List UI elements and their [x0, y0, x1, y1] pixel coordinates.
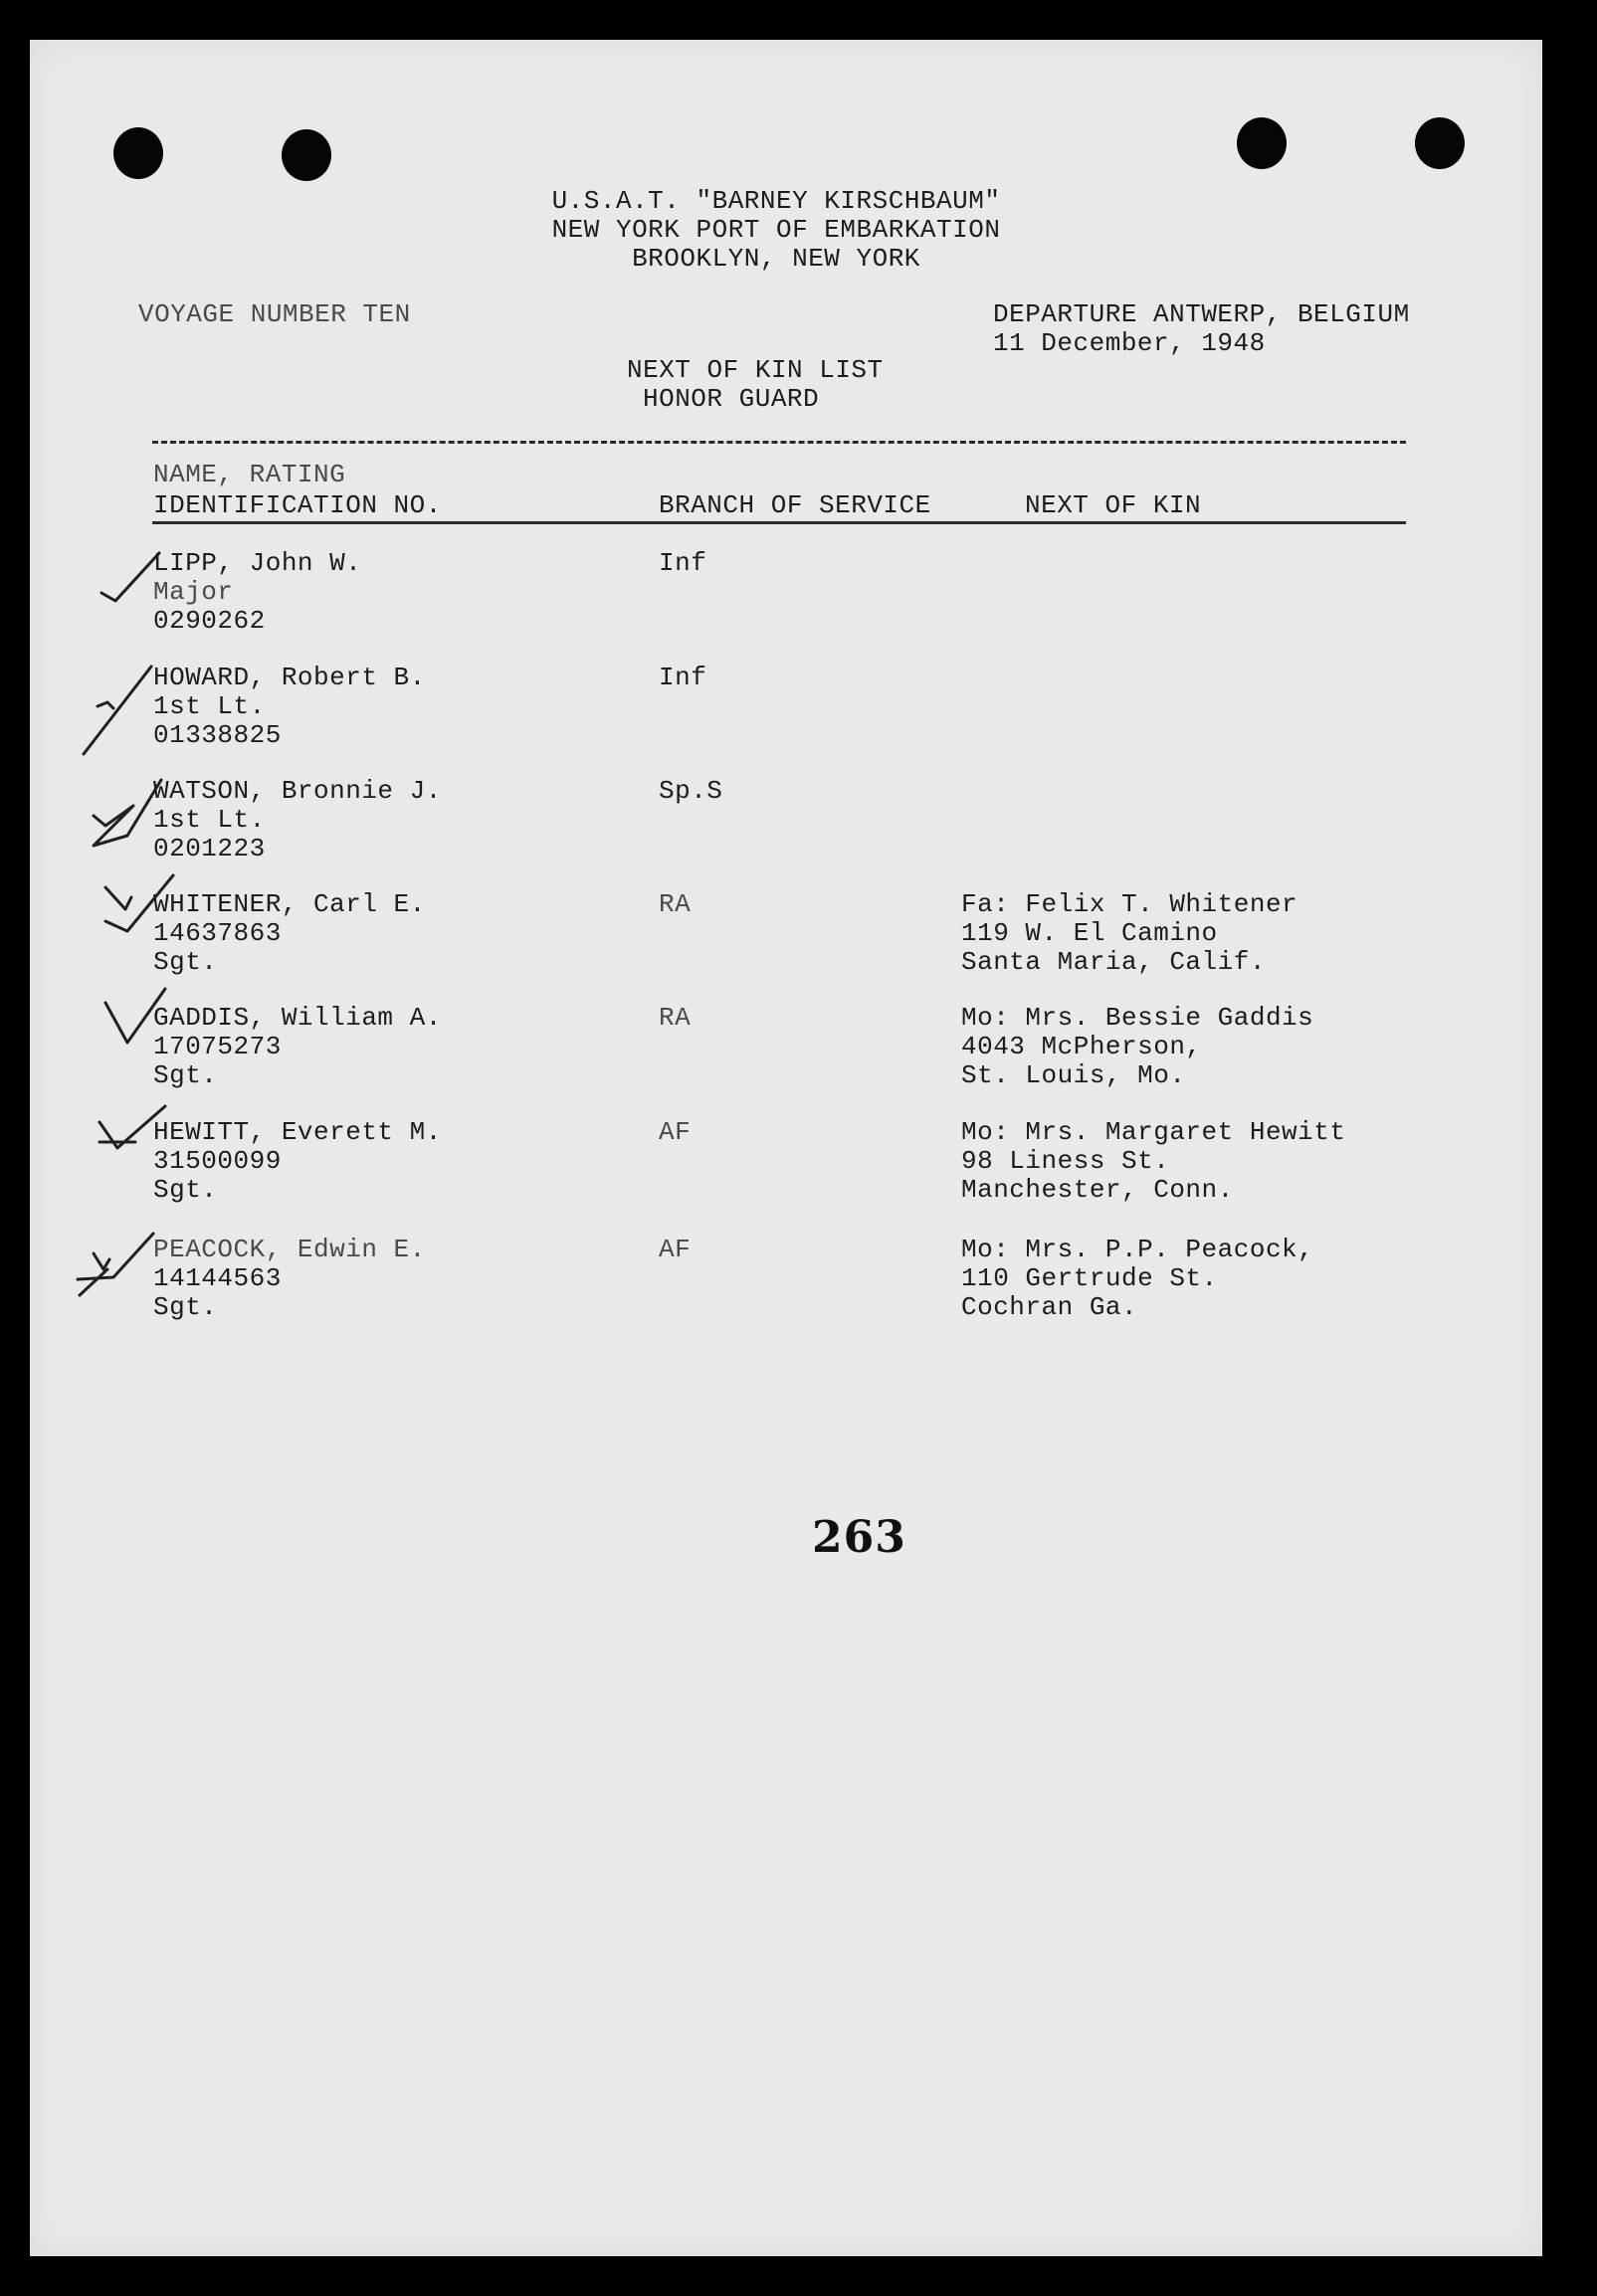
- person-name: WATSON, Bronnie J.: [153, 776, 442, 806]
- person-id: 0290262: [153, 606, 266, 636]
- person-name: WHITENER, Carl E.: [153, 889, 426, 919]
- branch-of-service: RA: [659, 1003, 692, 1033]
- person-name: GADDIS, William A.: [153, 1003, 442, 1033]
- next-of-kin-name: Mo: Mrs. Bessie Gaddis: [961, 1003, 1314, 1033]
- next-of-kin-name: Fa: Felix T. Whitener: [961, 889, 1298, 919]
- punch-hole: [113, 127, 163, 179]
- person-id: 14637863: [153, 918, 282, 948]
- column-header-id: IDENTIFICATION NO.: [153, 490, 442, 520]
- next-of-kin-name: Mo: Mrs. Margaret Hewitt: [961, 1117, 1346, 1147]
- punch-hole: [1237, 117, 1287, 169]
- next-of-kin-city: Santa Maria, Calif.: [961, 947, 1266, 977]
- next-of-kin-city: Cochran Ga.: [961, 1292, 1138, 1322]
- checkmark-icon: [78, 663, 157, 762]
- column-header-kin: NEXT OF KIN: [1025, 490, 1202, 520]
- branch-of-service: AF: [659, 1235, 692, 1264]
- ship-name: U.S.A.T. "BARNEY KIRSCHBAUM": [551, 186, 1001, 216]
- header-underline: [152, 521, 1406, 524]
- next-of-kin-street: 4043 McPherson,: [961, 1032, 1202, 1061]
- person-name: HOWARD, Robert B.: [153, 663, 426, 692]
- person-name: HEWITT, Everett M.: [153, 1117, 442, 1147]
- next-of-kin-name: Mo: Mrs. P.P. Peacock,: [961, 1235, 1314, 1264]
- person-rating: Sgt.: [153, 947, 218, 977]
- next-of-kin-street: 110 Gertrude St.: [961, 1263, 1218, 1293]
- person-rating: 1st Lt.: [153, 691, 266, 721]
- checkmark-icon: [74, 1230, 157, 1301]
- document-page: [30, 40, 1542, 2256]
- person-name: PEACOCK, Edwin E.: [153, 1235, 426, 1264]
- person-rating: 1st Lt.: [153, 805, 266, 835]
- punch-hole: [282, 129, 331, 181]
- person-rating: Sgt.: [153, 1060, 218, 1090]
- branch-of-service: Inf: [659, 548, 707, 578]
- page-number: 263: [812, 1512, 906, 1563]
- person-id: 0201223: [153, 834, 266, 863]
- port-name: NEW YORK PORT OF EMBARKATION: [551, 215, 1001, 245]
- next-of-kin-city: St. Louis, Mo.: [961, 1060, 1186, 1090]
- port-city: BROOKLYN, NEW YORK: [632, 244, 920, 274]
- list-title: NEXT OF KIN LIST: [627, 355, 884, 385]
- next-of-kin-street: 98 Liness St.: [961, 1146, 1170, 1176]
- column-header-branch: BRANCH OF SERVICE: [659, 490, 931, 520]
- branch-of-service: AF: [659, 1117, 692, 1147]
- person-id: 31500099: [153, 1146, 282, 1176]
- branch-of-service: Sp.S: [659, 776, 723, 806]
- person-id: 17075273: [153, 1032, 282, 1061]
- column-header-name: NAME, RATING: [153, 460, 346, 489]
- person-rating: Sgt.: [153, 1292, 218, 1322]
- person-name: LIPP, John W.: [153, 548, 362, 578]
- person-id: 14144563: [153, 1263, 282, 1293]
- next-of-kin-street: 119 W. El Camino: [961, 918, 1218, 948]
- punch-hole: [1415, 117, 1465, 169]
- person-rating: Sgt.: [153, 1175, 218, 1205]
- voyage-number: VOYAGE NUMBER TEN: [138, 299, 411, 329]
- next-of-kin-city: Manchester, Conn.: [961, 1175, 1234, 1205]
- departure-port: DEPARTURE ANTWERP, BELGIUM: [993, 299, 1410, 329]
- list-subtitle: HONOR GUARD: [643, 384, 820, 414]
- branch-of-service: RA: [659, 889, 692, 919]
- divider-line: [152, 441, 1406, 444]
- person-id: 01338825: [153, 720, 282, 750]
- departure-date: 11 December, 1948: [993, 328, 1266, 358]
- branch-of-service: Inf: [659, 663, 707, 692]
- person-rating: Major: [153, 577, 234, 607]
